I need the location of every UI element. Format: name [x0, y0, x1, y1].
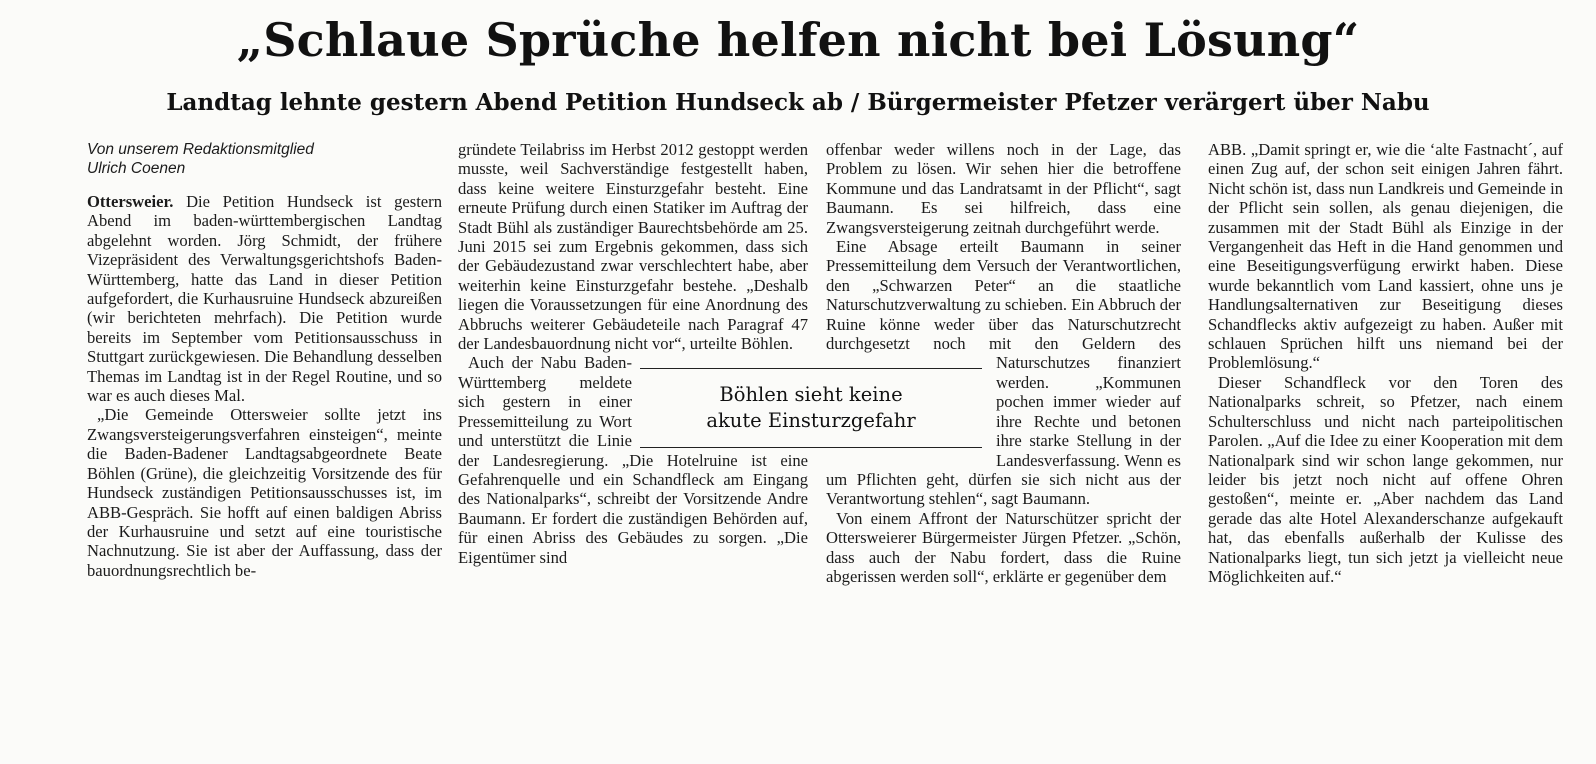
paragraph	[87, 192, 442, 405]
paragraph: offenbar weder willens noch in der Lage, das Problem zu lösen. Wir sehen hier die betroffene Kommune und das Landratsamt in der Pflicht“, sagt Baumann. Es sei hilfreich, dass eine Zwangsversteigerung zeitnah durchgeführt werde.	[826, 140, 1181, 237]
headline: „Schlaue Sprüche helfen nicht bei Lösung“	[236, 13, 1360, 67]
pullquote-line-1: Böhlen sieht keine	[719, 383, 903, 406]
paragraph: Auch der Nabu Baden-Württemberg meldete sich gestern in einer Pressemitteilung zu Wort und unterstützt die Linie der Landesregierung. „Die Hotelruine ist eine Gefahrenquelle und ein Schandfleck am Eingang des Nationalparks“, schreibt der Vorsitzende Andre Baumann. Er fordert die zuständigen Behörden auf, für einen Abriss des Gebäudes zu sorgen. „Die Eigentümer sind	[458, 353, 808, 567]
paragraph: ABB. „Damit springt er, wie die ‘alte Fastnacht´, auf einen Zug auf, der schon seit einigen Jahren fährt. Nicht schön ist, dass nun Landkreis und Gemeinde in der Pflicht sein sollen, als genau diejenigen, die zusammen mit der Stadt Bühl als Einzige in der Vergangenheit das Heft in die Hand genommen und eine Beseitigungsverfügung erwirkt haben. Diese wurde bekanntlich vom Land kassiert, ohne uns je Handlungsalternativen zur Beseitigung dieses Schandflecks aktiv aufgezeigt zu haben. Außer mit schlauen Sprüchen hilft uns niemand bei der Problemlösung.“	[1208, 140, 1563, 373]
byline	[87, 140, 442, 178]
paragraph-text: Die Petition Hundseck ist gestern Abend im baden-württembergischen Landtag abgelehnt worden. Jörg Schmidt, der frühere Vizepräsident des Verwaltungsgerichtshofs Baden-Württemberg, hatte das Land in dieser Petition aufgefordert, die Kurhausruine Hundseck abzureißen (wir berichteten mehrfach). Die Petition wurde bereits im September vom Petitionsausschuss in Stuttgart zurückgewiesen. Die Behandlung desselben Themas im Landtag ist in der Regel Routine, und so war es auch dieses Mal.	[87, 192, 442, 406]
paragraph: gründete Teilabriss im Herbst 2012 gestoppt werden musste, weil Sachverständige festgestellt haben, dass keine weitere Einsturzgefahr besteht. Eine erneute Prüfung durch einen Statiker im Auftrag der Stadt Bühl als zuständiger Baurechtsbehörde am 25. Juni 2015 sei zum Ergebnis gekommen, dass sich der Gebäudezustand zwar verschlechtert habe, aber weiterhin keine Einsturzgefahr bestehe. „Deshalb liegen die Voraussetzungen für eine Anordnung des Abbruchs weiterer Gebäudeteile nach Paragraf 47 der Landesbauordnung nicht vor“, urteilte Böhlen.	[458, 140, 808, 354]
pullquote-box	[640, 368, 982, 448]
article-column-1	[87, 140, 442, 580]
byline-author: Ulrich Coenen	[87, 160, 186, 177]
paragraph: Von einem Affront der Naturschützer spricht der Ottersweierer Bürgermeister Jürgen Pfetzer. „Schön, dass auch der Nabu fordert, dass die Ruine abgerissen werden soll“, erklärte er gegenüber dem	[826, 508, 1181, 586]
article-column-3	[826, 140, 1181, 586]
dateline: Ottersweier.	[87, 192, 174, 211]
byline-line-1: Von unserem Redaktionsmitglied	[87, 141, 314, 158]
pullquote-line-2: akute Einsturzgefahr	[706, 409, 916, 432]
paragraph: Dieser Schandfleck vor den Toren des Nationalparks schreit, so Pfetzer, nach einem Schulterschluss und nicht nach parteipolitischen Parolen. „Auf die Idee zu einer Kooperation mit dem Nationalpark sind wir schon lange gekommen, nur leider bis jetzt noch nicht auf offene Ohren gestoßen“, meinte er. „Aber nachdem das Land gerade das alte Hotel Alexanderschanze aufgekauft hat, das ebenfalls außerhalb der Kulisse des Nationalparks liegt, tun sich jetzt ja vielleicht neue Möglichkeiten auf.“	[1208, 372, 1563, 586]
article-column-2	[458, 140, 808, 567]
article-column-4	[1208, 140, 1563, 586]
paragraph: „Die Gemeinde Ottersweier sollte jetzt ins Zwangsversteigerungsverfahren einsteigen“, meinte die Baden-Badener Landtagsabgeordnete Beate Böhlen (Grüne), die gleichzeitig Vorsitzende des für Hundseck zuständigen Petitionsausschusses ist, im ABB-Gespräch. Sie hofft auf einen baldigen Abriss der Kurhausruine und setzt auf eine touristische Nachnutzung. Sie ist aber der Auffassung, dass der bauordnungsrechtlich be-	[87, 405, 442, 580]
subheadline: Landtag lehnte gestern Abend Petition Hundseck ab / Bürgermeister Pfetzer verärgert über Nabu	[166, 89, 1430, 116]
paragraph: Eine Absage erteilt Baumann in seiner Pressemitteilung dem Versuch der Verantwortlichen, den „Schwarzen Peter“ an die staatliche Naturschutzverwaltung zu schieben. Ein Abbruch der Ruine könne weder über das Naturschutzrecht durchgesetzt noch mit den Geldern des Naturschutzes finanziert werden. „Kommunen pochen immer wieder auf ihre Rechte und betonen ihre starke Stellung in der Landesverfassung. Wenn es um Pflichten geht, dürfen sie sich nicht aus der Verantwortung stehlen“, sagt Baumann.	[826, 237, 1181, 509]
